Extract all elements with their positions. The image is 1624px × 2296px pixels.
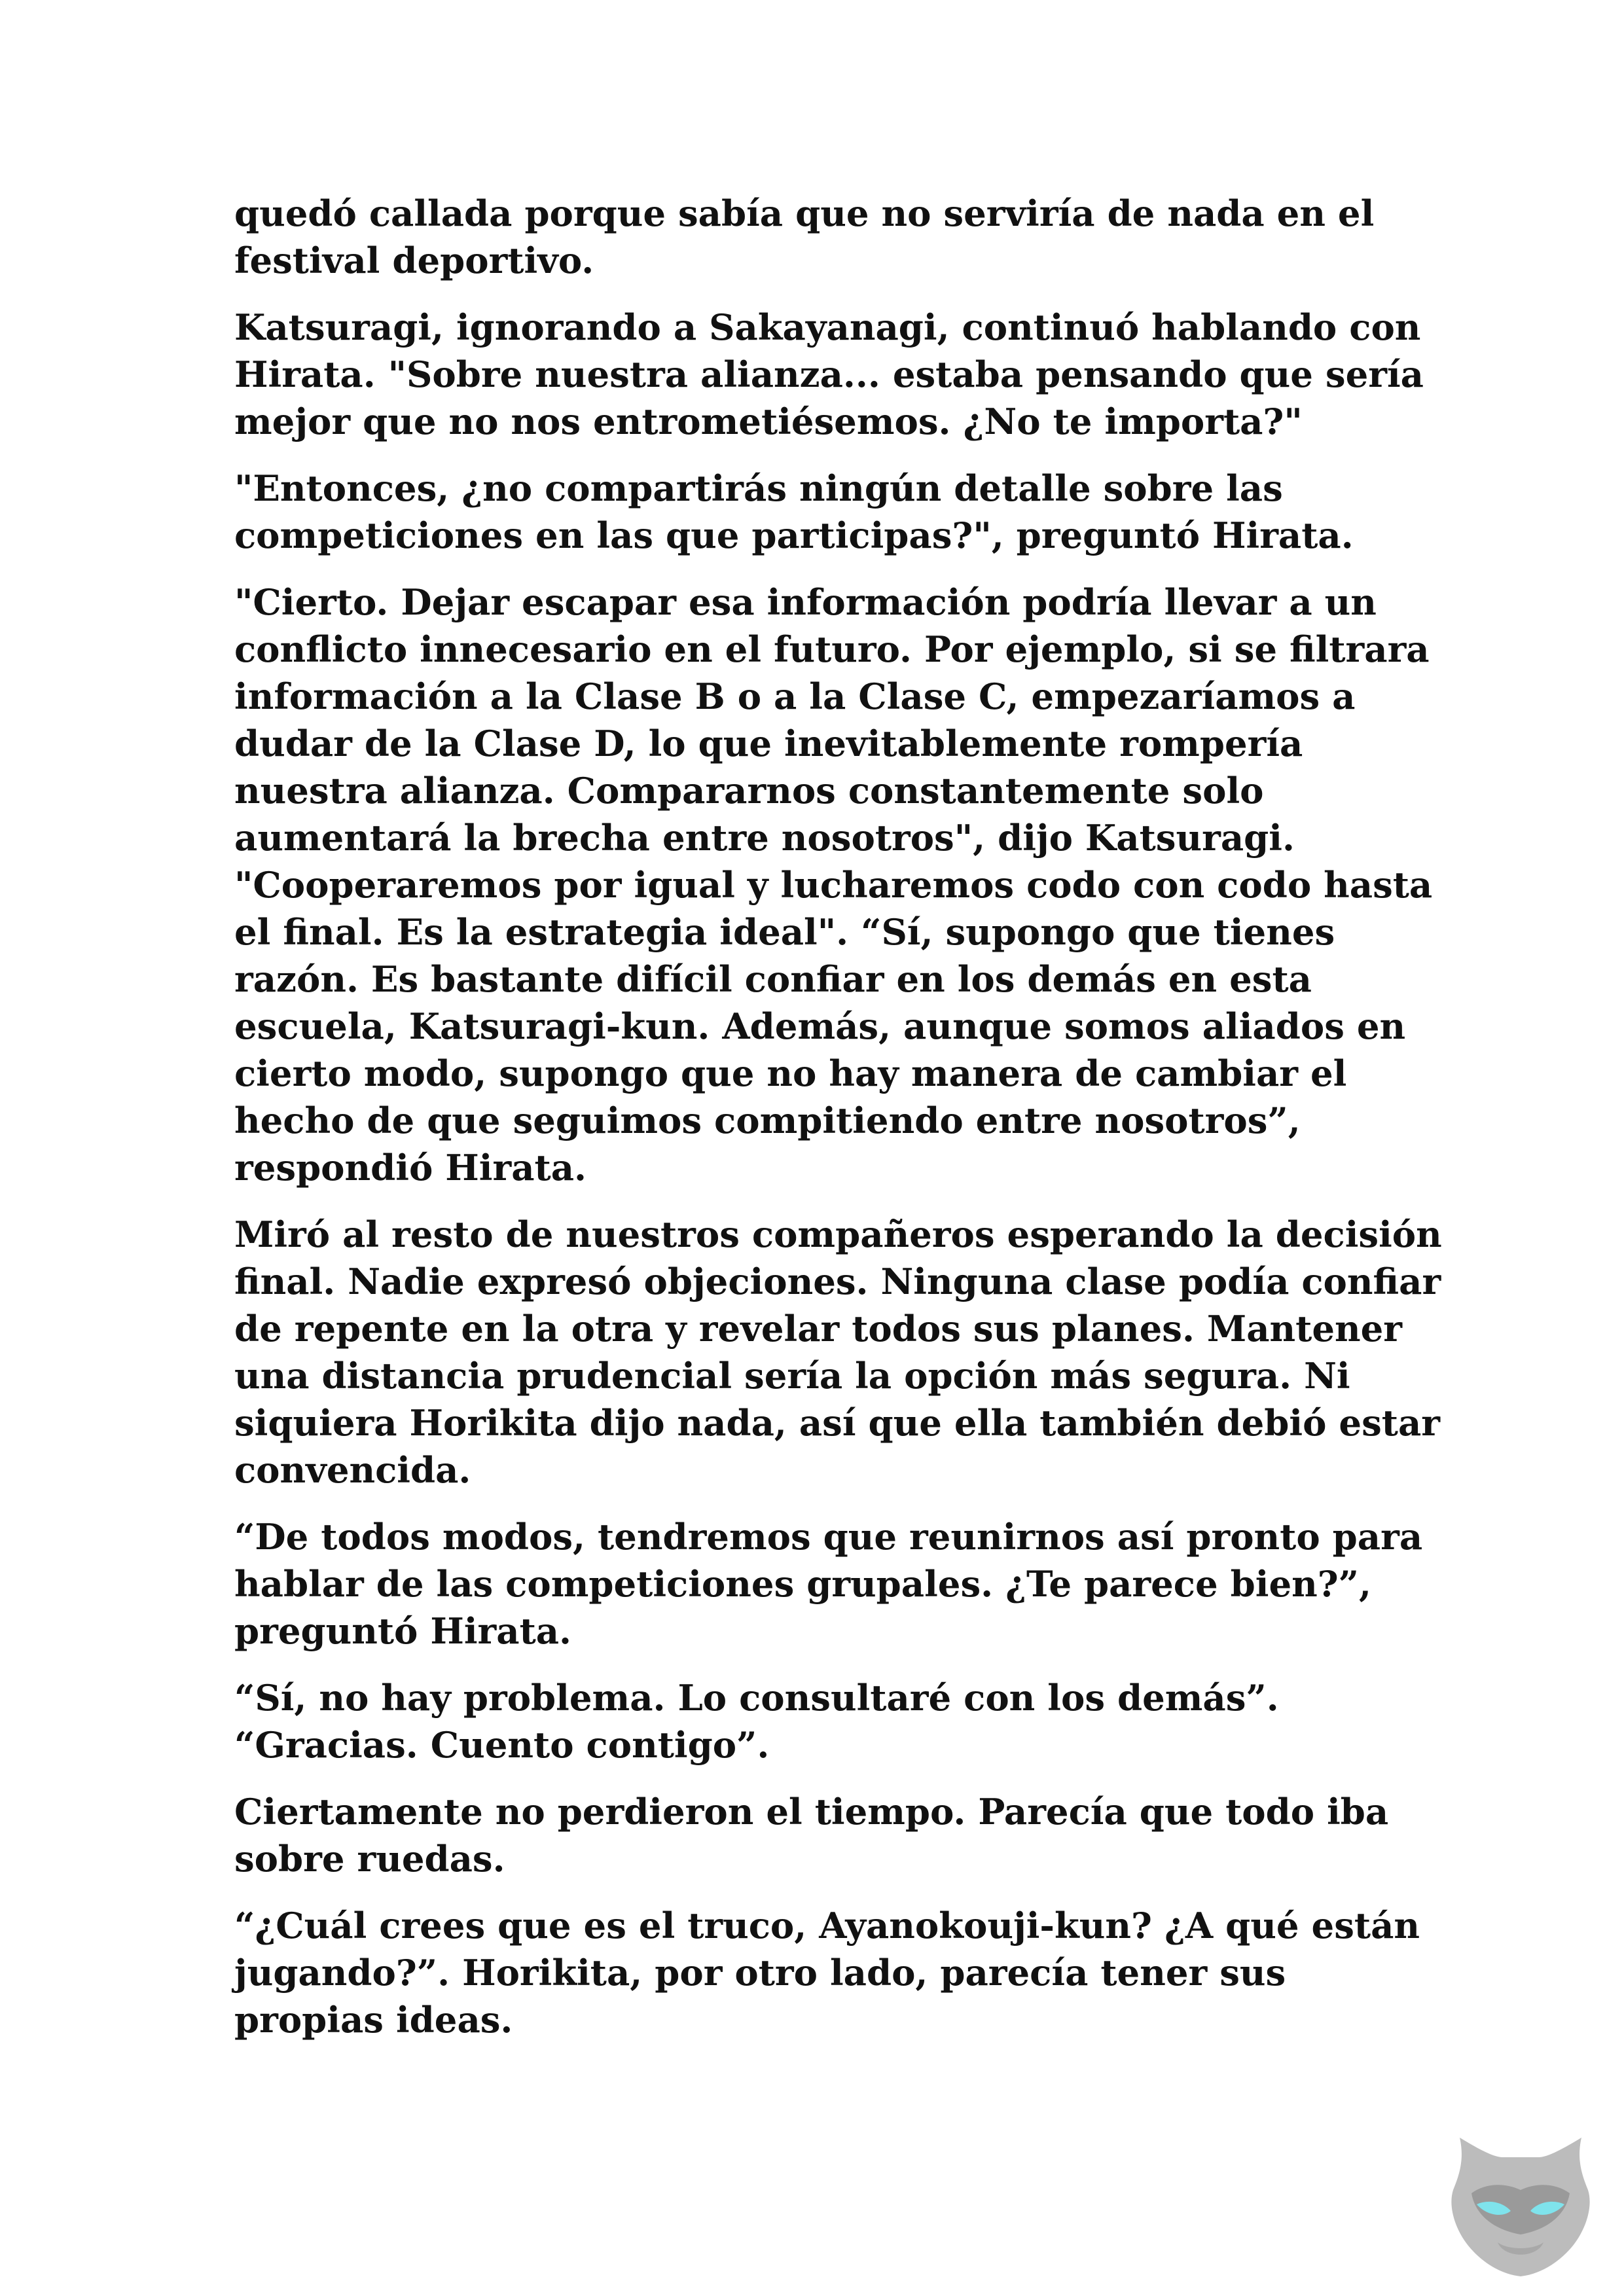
text-line: propias ideas.: [234, 1999, 513, 2041]
text-line: final. Nadie expresó objeciones. Ninguna clase podía confiar: [234, 1261, 1441, 1302]
paragraph: [234, 1902, 1420, 2043]
paragraph: [234, 1513, 1423, 1655]
text-line: Katsuragi, ignorando a Sakayanagi, continuó hablando con: [234, 306, 1421, 348]
text-line: quedó callada porque sabía que no serviría de nada en el: [234, 192, 1375, 234]
paragraph: [234, 579, 1433, 1191]
text-line: cierto modo, supongo que no hay manera de cambiar el: [234, 1052, 1347, 1094]
text-line: Miró al resto de nuestros compañeros esperando la decisión: [234, 1213, 1442, 1255]
text-line: competiciones en las que participas?", preguntó Hirata.: [234, 514, 1354, 556]
text-line: “Gracias. Cuento contigo”.: [234, 1724, 770, 1766]
paragraph: [234, 1788, 1399, 1882]
text-line: dudar de la Clase D, lo que inevitablemente rompería: [234, 723, 1303, 764]
text-line: una distancia prudencial sería la opción más segura. Ni: [234, 1355, 1350, 1397]
text-line: "Cierto. Dejar escapar esa información podría llevar a un: [234, 581, 1377, 623]
document-page: [234, 190, 1442, 2063]
paragraph: [234, 1674, 1399, 1768]
paragraph: [234, 465, 1399, 559]
text-line: "Cooperaremos por igual y lucharemos codo con codo hasta: [234, 864, 1433, 906]
text-line: aumentará la brecha entre nosotros", dijo Katsuragi.: [234, 817, 1295, 859]
text-line: jugando?”. Horikita, por otro lado, parecía tener sus: [234, 1952, 1286, 1994]
text-line: “¿Cuál crees que es el truco, Ayanokouji-kun? ¿A qué están: [234, 1905, 1420, 1946]
demon-head-logo-icon: [1445, 2131, 1596, 2279]
text-line: preguntó Hirata.: [234, 1610, 572, 1652]
text-line: mejor que no nos entrometiésemos. ¿No te importa?": [234, 401, 1303, 442]
text-line: convencida.: [234, 1449, 471, 1491]
text-line: información a la Clase B o a la Clase C, empezaríamos a: [234, 675, 1356, 717]
paragraph: [234, 304, 1424, 445]
text-line: de repente en la otra y revelar todos sus planes. Mantener: [234, 1308, 1403, 1350]
text-line: festival deportivo.: [234, 240, 594, 281]
paragraph: [234, 190, 1399, 284]
text-line: respondió Hirata.: [234, 1147, 586, 1189]
text-line: “De todos modos, tendremos que reunirnos así pronto para: [234, 1516, 1423, 1558]
text-line: razón. Es bastante difícil confiar en los demás en esta: [234, 958, 1312, 1000]
text-line: Ciertamente no perdieron el tiempo. Parecía que todo iba: [234, 1791, 1389, 1833]
text-line: “Sí, no hay problema. Lo consultaré con los demás”.: [234, 1677, 1279, 1719]
text-line: nuestra alianza. Compararnos constantemente solo: [234, 770, 1264, 812]
text-line: hecho de que seguimos compitiendo entre nosotros”,: [234, 1100, 1301, 1141]
paragraph: [234, 1211, 1442, 1494]
text-line: el final. Es la estrategia ideal". “Sí, supongo que tienes: [234, 911, 1335, 953]
text-line: Hirata. "Sobre nuestra alianza... estaba pensando que sería: [234, 353, 1424, 395]
text-line: sobre ruedas.: [234, 1838, 505, 1880]
text-line: hablar de las competiciones grupales. ¿Te parece bien?”,: [234, 1563, 1372, 1605]
text-line: escuela, Katsuragi-kun. Además, aunque somos aliados en: [234, 1005, 1406, 1047]
text-line: siquiera Horikita dijo nada, así que ella también debió estar: [234, 1402, 1440, 1444]
text-body: [234, 190, 1442, 2043]
text-line: "Entonces, ¿no compartirás ningún detalle sobre las: [234, 467, 1283, 509]
text-line: conflicto innecesario en el futuro. Por ejemplo, si se filtrara: [234, 628, 1430, 670]
